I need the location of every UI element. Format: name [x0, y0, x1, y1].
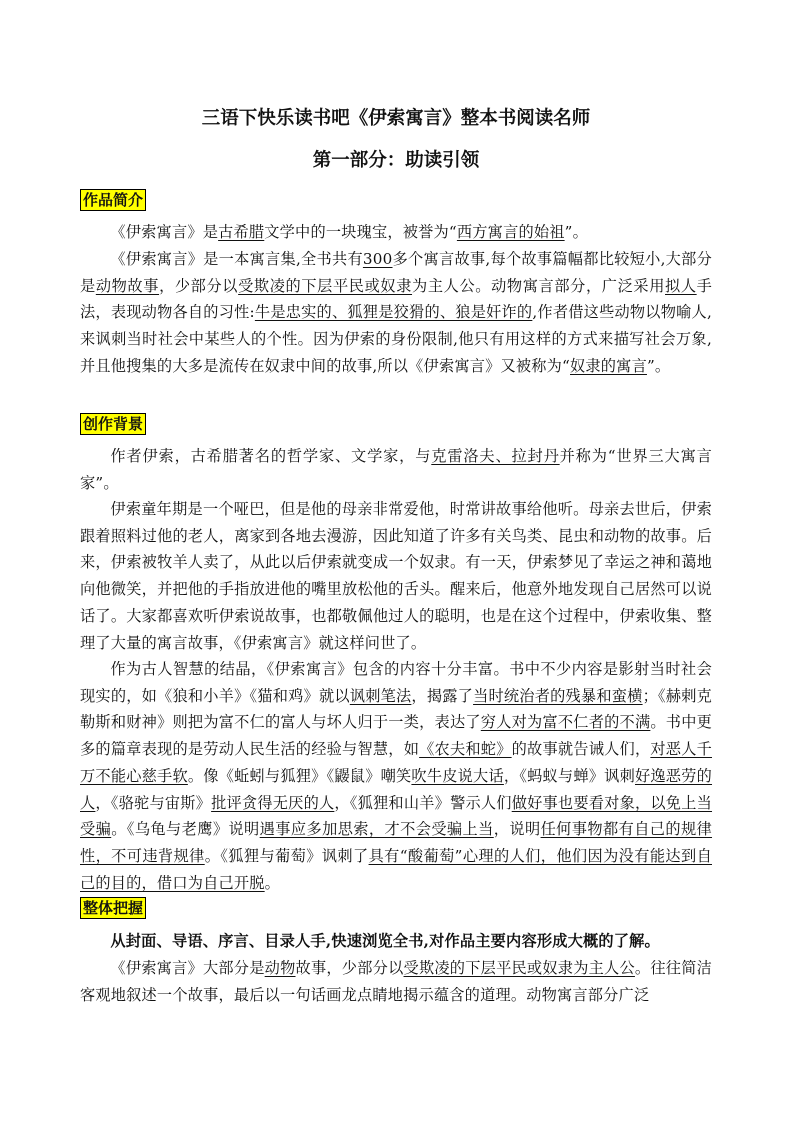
background-paragraph-2: 伊索童年期是一个哑巴，但是他的母亲非常爱他，时常讲故事给他听。母亲去世后，伊索跟着照料过他的老人，离家到各地去漫游，因此知道了许多有关鸟类、昆虫和动物的故事。后来，伊索被牧羊人卖了，从此以后伊索就变成一个奴隶。有一天，伊索梦见了幸运之神和蔼地向他微笑，并把他的手指放进他的嘴里放松他的舌头。醒来后，他意外地发现自己居然可以说话了。大家都喜欢听伊索说故事，也都敬佩他过人的聪明，也是在这个过程中，伊索收集、整理了大量的寓言故事，《伊索寓言》就这样问世了。 [80, 500, 712, 652]
underlined-phrase: 遇事应多加思索，才不会受骗上当 [259, 820, 494, 839]
section-title: 第一部分：助读引领 [312, 150, 480, 171]
section-label-intro: 作品简介 [80, 189, 146, 211]
underlined-phrase: 受欺凌的下层平民或奴隶 [238, 276, 413, 295]
document-title: 三语下快乐读书吧《伊索寓言》整本书阅读名师 [201, 108, 591, 129]
underlined-phrase: 批评贪得无厌的人 [211, 793, 335, 812]
underlined-phrase: 吹牛皮说大话 [411, 766, 504, 785]
underlined-phrase: 当时统治者的残暴和蛮横 [473, 686, 643, 705]
underlined-phrase: 任何事物都有自己的规律性，不可违背规律 [80, 820, 713, 865]
underlined-phrase: 对恶人千万不能心慈手软 [80, 740, 712, 785]
underlined-phrase: 拟人 [665, 276, 697, 295]
underlined-phrase: 讽刺笔法 [349, 686, 412, 705]
section-label-background: 创作背景 [80, 413, 146, 435]
underlined-phrase: 动物 [264, 959, 296, 977]
background-paragraph-3: 作为古人智慧的结晶，《伊索寓言》包含的内容十分丰富。书中不少内容是影射当时社会现实的，如《狼和小羊》《猫和鸡》就以讽刺笔法，揭露了当时统治者的残暴和蛮横；《赫剌克勒斯和财神》则把为富不仁的富人与坏人归于一类，表达了穷人对为富不仁者的不满。书中更多的篇章表现的是劳动人民生活的经验与智慧，如《农夫和蛇》的故事就告诫人们，对恶人千万不能心慈手软。像《蚯蚓与狐狸》《鼹鼠》嘲笑吹牛皮说大话，《蚂蚁与蝉》讽刺好逸恶劳的人，《骆驼与宙斯》批评贪得无厌的人，《狐狸和山羊》警示人们做好事也要看对象，以免上当受骗。《乌龟与老鹰》说明遇事应多加思索，才不会受骗上当，说明任何事物都有自己的规律性，不可违背规律。《狐狸与葡萄》讽刺了具有“酸葡萄”心理的人们，他们因为没有能达到自己的目的，借口为自己开脱。 [80, 660, 713, 892]
underlined-phrase: 奴隶的寓言 [570, 356, 647, 375]
underlined-phrase: 穷人对为富不仁者的不满 [480, 713, 651, 732]
underlined-phrase: 受欺凌的下层平民或奴隶为主人公 [403, 959, 635, 977]
underlined-phrase: 西方寓言的始祖 [456, 223, 565, 241]
underlined-phrase: 古希腊 [218, 223, 265, 241]
intro-paragraph-2: 《伊索寓言》是一本寓言集,全书共有300多个寓言故事,每个故事篇幅都比较短小,大部分是动物故事，少部分以受欺凌的下层平民或奴隶为主人公。动物寓言部分，广泛采用拟人手法，表现动物各自的习性:牛是忠实的、狐狸是狡猾的、狼是奸诈的,作者借这些动物以物喻人,来讽刺当时社会中某些人的个性。因为伊索的身份限制,他只有用这样的方式来描写社会万象,并且他搜集的大多是流传在奴隶中间的故事,所以《伊索寓言》又被称为“奴隶的寓言”。 [80, 250, 713, 375]
underlined-phrase: 做好事也要看对象，以免上当受骗 [80, 793, 713, 839]
section-label-overview: 整体把握 [80, 897, 146, 919]
underlined-phrase: 克雷洛夫、拉封丹 [431, 447, 560, 465]
overview-paragraph-1: 从封面、导语、序言、目录人手,快速浏览全书,对作品主要内容形成大概的了解。 [110, 932, 660, 950]
underlined-phrase: 好逸恶劳的人 [80, 766, 713, 812]
underlined-phrase: 具有“酸葡萄”心理的人们，他们因为没有能达到自己的目的，借口为自己开脱 [80, 846, 712, 892]
underlined-phrase: 《农夫和蛇》 [419, 740, 512, 759]
underlined-phrase: 300 [362, 250, 393, 268]
intro-paragraph-1: 《伊索寓言》是古希腊文学中的一块瑰宝，被誉为“西方寓言的始祖”。 [110, 223, 588, 241]
background-paragraph-1: 作者伊索，古希腊著名的哲学家、文学家，与克雷洛夫、拉封丹并称为“世界三大寓言家”。 [80, 447, 713, 492]
overview-paragraph-2: 《伊索寓言》大部分是动物故事，少部分以受欺凌的下层平民或奴隶为主人公。往往简洁客观地叙述一个故事，最后以一句话画龙点睛地揭示蕴含的道理。动物寓言部分广泛 [80, 959, 713, 1004]
underlined-phrase: 牛是忠实的、狐狸是狡猾的、狼是奸诈的 [254, 303, 533, 322]
underlined-phrase: 动物故事 [95, 276, 160, 295]
